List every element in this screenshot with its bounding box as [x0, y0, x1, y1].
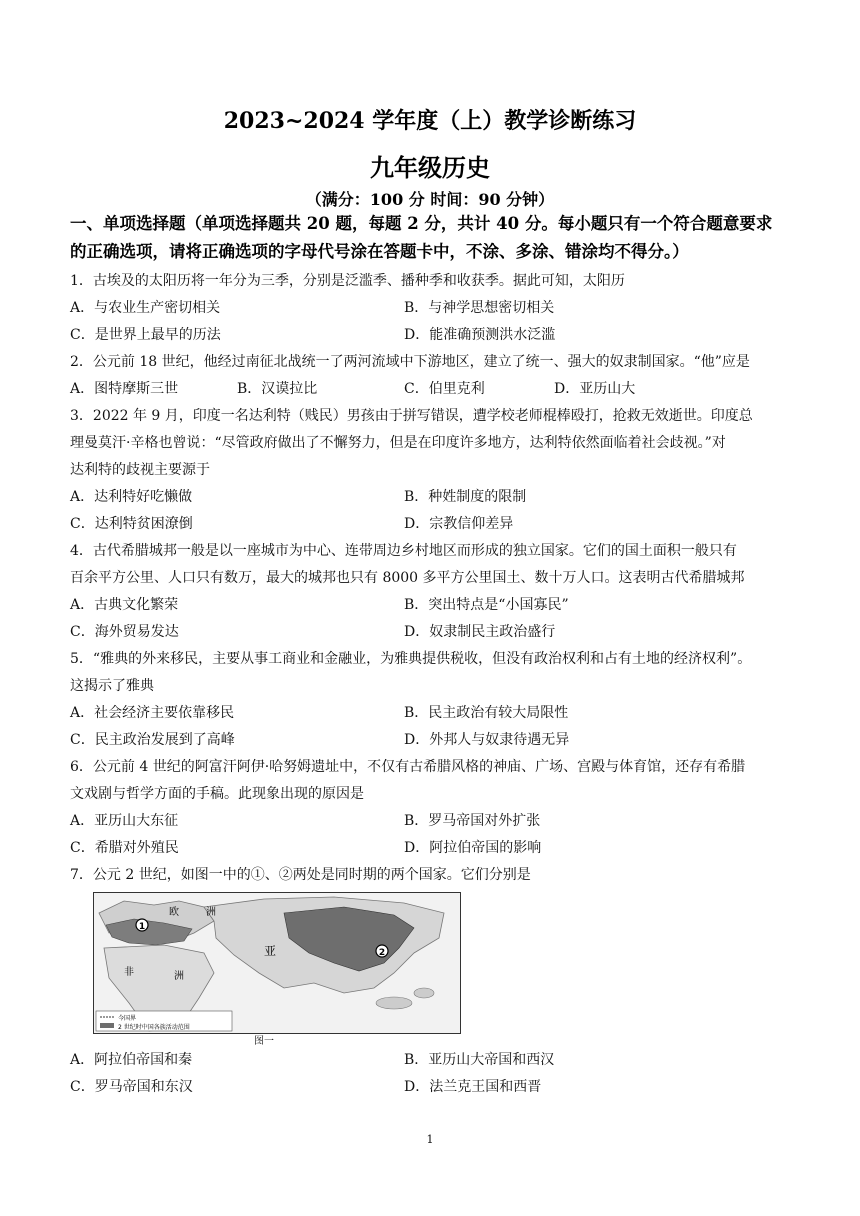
question-7-stem: 7．公元 2 世纪，如图一中的①、②两处是同时期的两个国家。它们分别是 [70, 867, 531, 883]
question-2-option-d[interactable]: D．亚历山大 [554, 381, 636, 397]
question-7-option-c[interactable]: C．罗马帝国和东汉 [70, 1079, 193, 1095]
question-2-option-b[interactable]: B．汉谟拉比 [237, 381, 318, 397]
question-3-option-b[interactable]: B．种姓制度的限制 [404, 489, 527, 505]
question-4-stem-line-2: 百余平方公里、人口只有数万，最大的城邦也只有 8000 多平方公里国土、数十万人口。这表明古代希腊城邦 [70, 570, 745, 586]
question-5-option-c[interactable]: C．民主政治发展到了高峰 [70, 732, 235, 748]
question-4-stem-line-1: 4．古代希腊城邦一般是以一座城市为中心、连带周边乡村地区而形成的独立国家。它们的国土面积一般只有 [70, 543, 737, 559]
question-6-option-d[interactable]: D．阿拉伯帝国的影响 [404, 840, 542, 856]
exam-subject: 九年级历史 [370, 153, 490, 182]
question-5-stem-line-2: 这揭示了雅典 [70, 678, 154, 694]
label-africa-1: 非 [124, 967, 134, 978]
islands-shape [376, 997, 412, 1009]
question-1-option-d[interactable]: D．能准确预测洪水泛滥 [404, 327, 556, 343]
figure-caption: 图一 [254, 1036, 274, 1047]
label-europe-2: 洲 [206, 907, 216, 918]
question-1-stem: 1．古埃及的太阳历将一年分为三季，分别是泛滥季、播种季和收获季。据此可知，太阳历 [70, 273, 625, 289]
question-4-option-c[interactable]: C．海外贸易发达 [70, 624, 179, 640]
label-asia: 亚 [264, 944, 277, 958]
question-2-option-a[interactable]: A．图特摩斯三世 [70, 381, 179, 397]
legend-label-2: 2 世纪时中国各族活动范围 [118, 1024, 190, 1031]
question-6-stem-line-1: 6．公元前 4 世纪的阿富汗阿伊·哈努姆遗址中，不仅有古希腊风格的神庙、广场、宫殿与体育馆，还存有希腊 [70, 759, 746, 775]
question-2-option-c[interactable]: C．伯里克利 [404, 381, 485, 397]
exam-title: 2023~2024 学年度（上）教学诊断练习 [223, 108, 637, 134]
question-5-stem-line-1: 5．“雅典的外来移民，主要从事工商业和金融业，为雅典提供税收，但没有政治权利和占有土地的经济权利”。 [70, 651, 752, 667]
label-europe-1: 欧 [169, 907, 179, 918]
question-5-option-d[interactable]: D．外邦人与奴隶待遇无异 [404, 732, 570, 748]
question-3-option-a[interactable]: A．达利特好吃懒做 [70, 489, 193, 505]
question-7-option-d[interactable]: D．法兰克王国和西晋 [404, 1079, 542, 1095]
islands-shape-2 [414, 988, 434, 998]
question-1-option-c[interactable]: C．是世界上最早的历法 [70, 327, 221, 343]
question-4-option-a[interactable]: A．古典文化繁荣 [70, 597, 179, 613]
legend-label-1: 今国界 [118, 1015, 137, 1022]
label-africa-2: 洲 [174, 971, 184, 982]
marker-2-label: 2 [378, 948, 386, 958]
legend-region-swatch [100, 1023, 114, 1028]
question-5-option-b[interactable]: B．民主政治有较大局限性 [404, 705, 569, 721]
exam-info: （满分：100 分 时间：90 分钟） [305, 190, 555, 209]
question-6-option-c[interactable]: C．希腊对外殖民 [70, 840, 179, 856]
question-5-option-a[interactable]: A．社会经济主要依靠移民 [70, 705, 235, 721]
marker-1-label: 1 [138, 922, 146, 932]
question-6-stem-line-2: 文戏剧与哲学方面的手稿。此现象出现的原因是 [70, 786, 364, 802]
world-map-figure [93, 892, 461, 1034]
question-7-option-b[interactable]: B．亚历山大帝国和西汉 [404, 1052, 555, 1068]
page-number: 1 [426, 1133, 434, 1146]
question-3-stem-line-3: 达利特的歧视主要源于 [70, 462, 210, 478]
section-heading-line-1: 一、单项选择题（单项选择题共 20 题，每题 2 分，共计 40 分。每小题只有一个符合题意要求 [70, 214, 773, 233]
question-2-stem: 2．公元前 18 世纪，他经过南征北战统一了两河流域中下游地区，建立了统一、强大的奴隶制国家。“他”应是 [70, 354, 750, 370]
question-6-option-a[interactable]: A．亚历山大东征 [70, 813, 179, 829]
question-6-option-b[interactable]: B．罗马帝国对外扩张 [404, 813, 541, 829]
question-1-option-b[interactable]: B．与神学思想密切相关 [404, 300, 555, 316]
question-3-stem-line-1: 3．2022 年 9 月，印度一名达利特（贱民）男孩由于拼写错误，遭学校老师棍棒殴打，抢救无效逝世。印度总 [70, 408, 753, 424]
map-drawing [94, 893, 460, 1033]
question-4-option-b[interactable]: B．突出特点是“小国寡民” [404, 597, 569, 613]
question-3-stem-line-2: 理曼莫汗·辛格也曾说：“尽管政府做出了不懈努力，但是在印度许多地方，达利特依然面临着社会歧视。”对 [70, 435, 726, 451]
question-7-option-a[interactable]: A．阿拉伯帝国和秦 [70, 1052, 193, 1068]
question-1-option-a[interactable]: A．与农业生产密切相关 [70, 300, 221, 316]
question-3-option-d[interactable]: D．宗教信仰差异 [404, 516, 514, 532]
section-heading-line-2: 的正确选项，请将正确选项的字母代号涂在答题卡中，不涂、多涂、错涂均不得分。） [70, 242, 689, 261]
question-3-option-c[interactable]: C．达利特贫困潦倒 [70, 516, 193, 532]
question-4-option-d[interactable]: D．奴隶制民主政治盛行 [404, 624, 556, 640]
